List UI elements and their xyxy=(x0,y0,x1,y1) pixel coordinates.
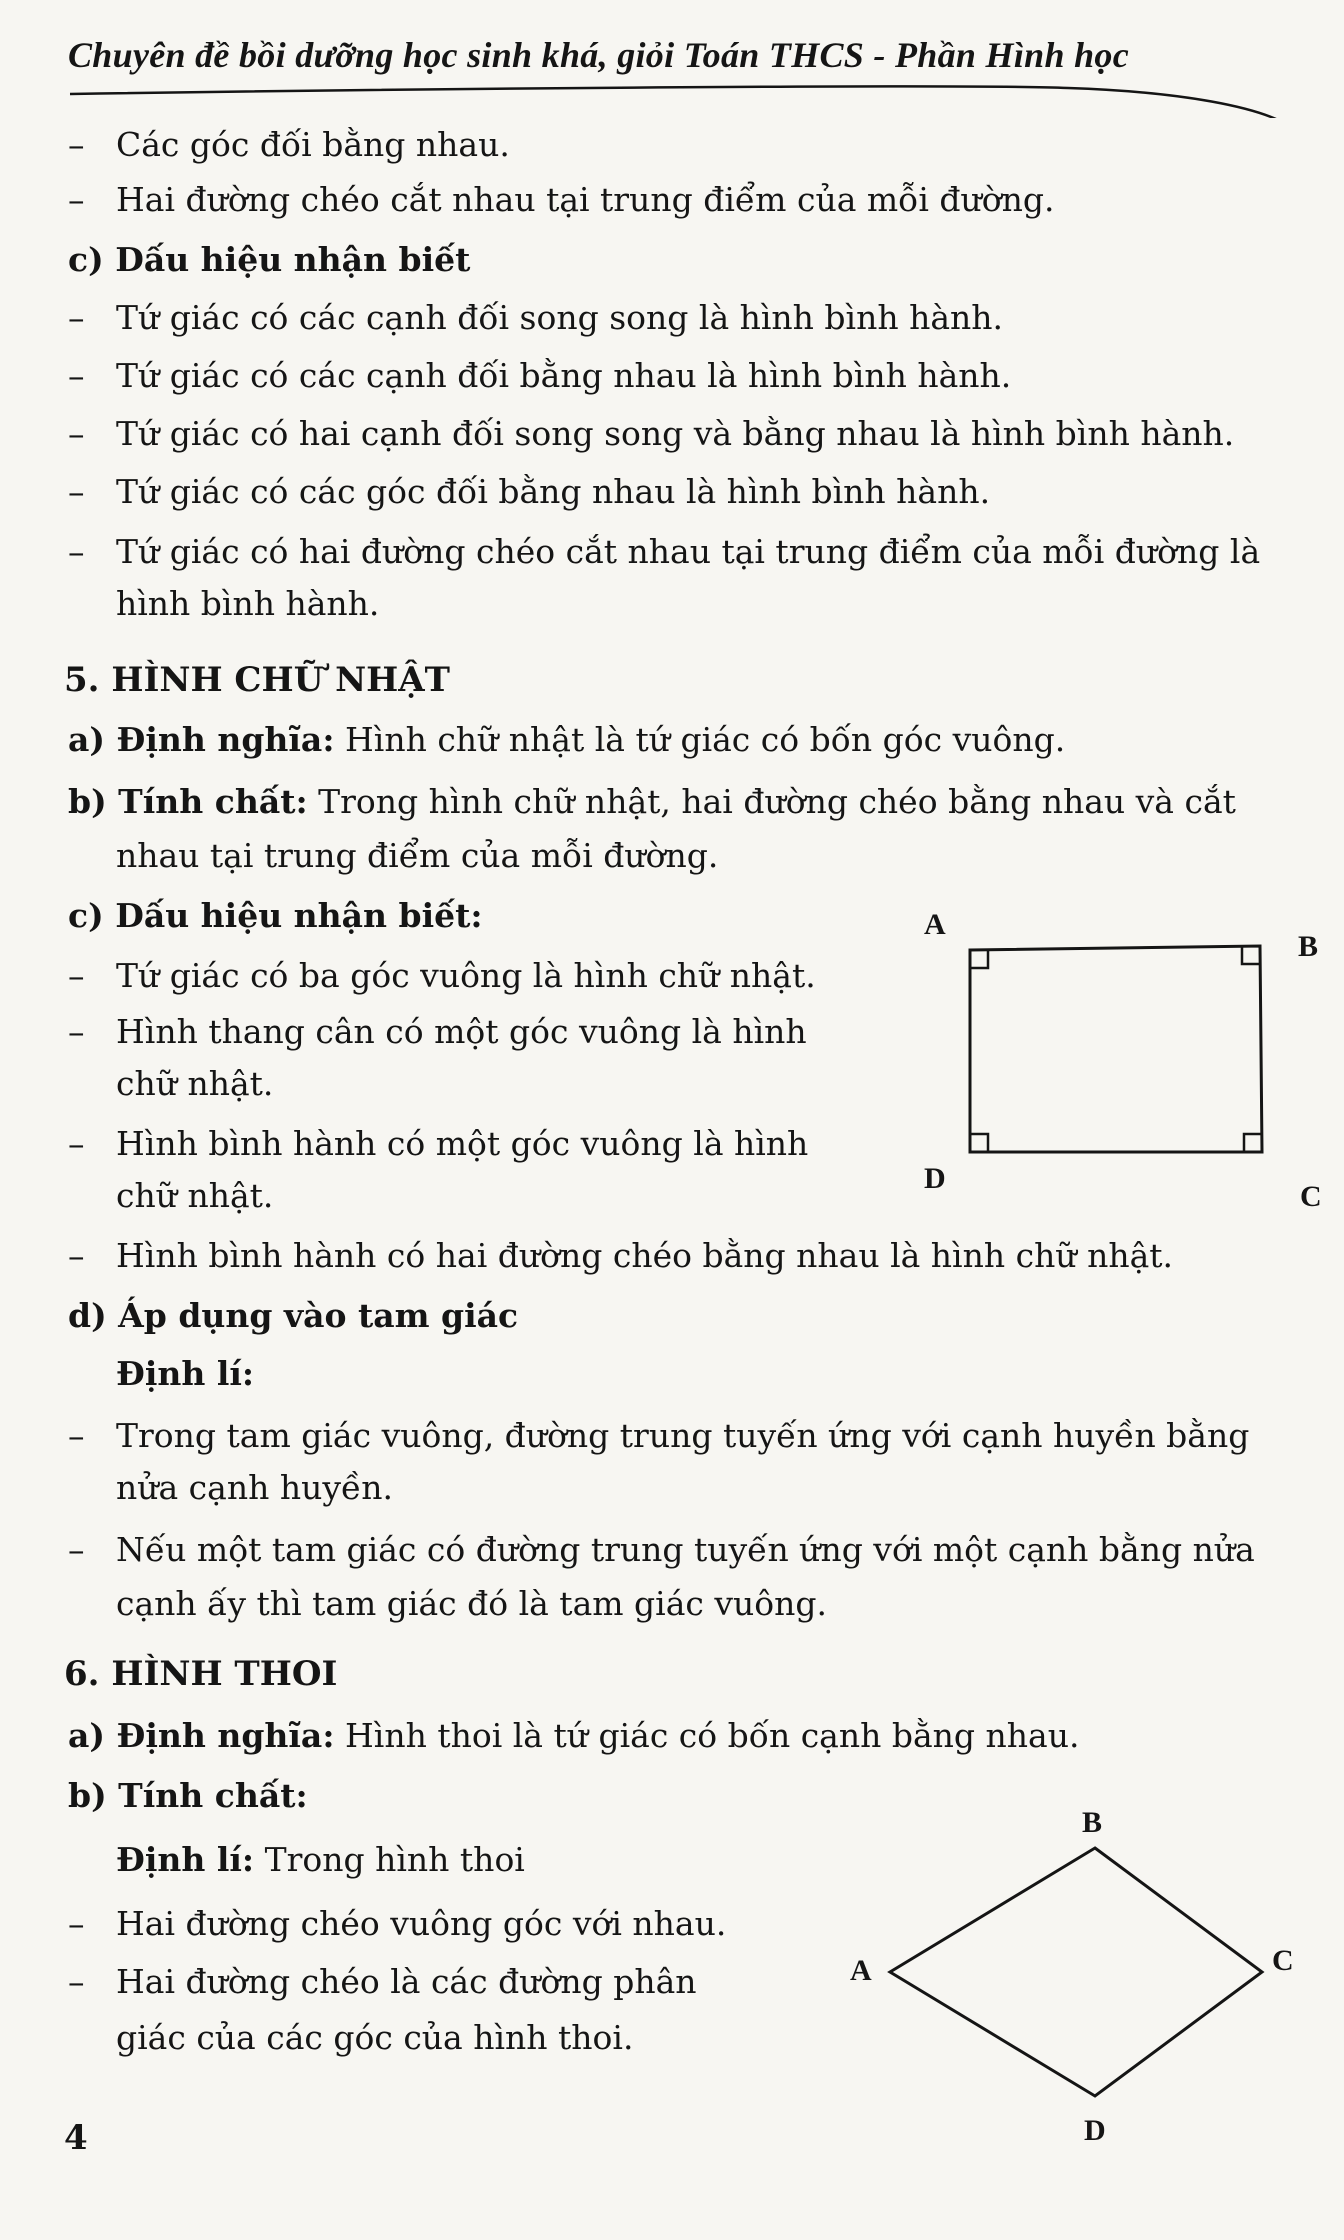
property-line-continued: giác của các góc của hình thoi. xyxy=(116,2018,634,2057)
rectangle-property-continued: nhau tại trung điểm của mỗi đường. xyxy=(116,836,719,875)
definition-text: Hình thoi là tứ giác có bốn cạnh bằng nhau. xyxy=(334,1716,1080,1755)
bullet-dash: – xyxy=(68,1904,85,1943)
page-number: 4 xyxy=(64,2118,88,2158)
rhombus-theorem xyxy=(116,1840,525,1880)
vertex-label-a: A xyxy=(924,908,946,941)
bullet-dash: – xyxy=(68,298,85,337)
vertex-label-b: B xyxy=(1082,1806,1103,1839)
rectangle-figure xyxy=(910,900,1330,1220)
theorem-text: Trong hình thoi xyxy=(254,1840,525,1879)
vertex-label-c: C xyxy=(1300,1180,1322,1213)
right-angle-mark-b xyxy=(1242,946,1260,964)
bullet-dash: – xyxy=(68,180,85,219)
right-angle-mark-d xyxy=(970,1134,988,1152)
rhombus-definition xyxy=(68,1716,1079,1756)
sign-line: Hình bình hành có hai đường chéo bằng nhau là hình chữ nhật. xyxy=(116,1236,1173,1275)
sign-line: Tứ giác có hai cạnh đối song song và bằng nhau là hình bình hành. xyxy=(116,414,1235,453)
bullet-dash: – xyxy=(68,532,85,571)
sign-line: Tứ giác có các cạnh đối song song là hình bình hành. xyxy=(116,298,1004,337)
sign-line: Tứ giác có các cạnh đối bằng nhau là hình bình hành. xyxy=(116,356,1012,395)
property-label: b) Tính chất: xyxy=(68,782,308,821)
sign-line-continued: chữ nhật. xyxy=(116,1064,274,1103)
section-heading-rectangle: 5. HÌNH CHỮ NHẬT xyxy=(64,660,450,700)
sign-line-continued: chữ nhật. xyxy=(116,1176,274,1215)
section-subheading: d) Áp dụng vào tam giác xyxy=(68,1296,519,1335)
definition-text: Hình chữ nhật là tứ giác có bốn góc vuông. xyxy=(334,720,1066,759)
sign-line: Tứ giác có các góc đối bằng nhau là hình bình hành. xyxy=(116,472,991,511)
vertex-label-a: A xyxy=(850,1954,872,1987)
rectangle-definition xyxy=(68,720,1065,760)
bullet-dash: – xyxy=(68,1530,85,1569)
bullet-dash: – xyxy=(68,125,85,164)
bullet-dash: – xyxy=(68,414,85,453)
bullet-dash: – xyxy=(68,356,85,395)
running-header xyxy=(68,28,1288,118)
definition-label: a) Định nghĩa: xyxy=(68,720,335,759)
section-heading-rhombus: 6. HÌNH THOI xyxy=(64,1654,338,1694)
right-angle-mark-a xyxy=(970,950,988,968)
property-line: Hai đường chéo cắt nhau tại trung điểm của mỗi đường. xyxy=(116,180,1055,219)
bullet-dash: – xyxy=(68,1416,85,1455)
vertex-label-d: D xyxy=(924,1162,946,1195)
bullet-dash: – xyxy=(68,1962,85,2001)
theorem-line: Nếu một tam giác có đường trung tuyến ứng với một cạnh bằng nửa xyxy=(116,1530,1255,1569)
bullet-dash: – xyxy=(68,1236,85,1275)
theorem-label: Định lí: xyxy=(116,1840,255,1879)
definition-label: a) Định nghĩa: xyxy=(68,1716,335,1755)
property-text: Trong hình chữ nhật, hai đường chéo bằng nhau và cắt xyxy=(307,782,1236,821)
section-subheading: c) Dấu hiệu nhận biết: xyxy=(68,896,483,935)
sign-line: Hình thang cân có một góc vuông là hình xyxy=(116,1012,807,1051)
theorem-line: Trong tam giác vuông, đường trung tuyến ứng với cạnh huyền bằng xyxy=(116,1416,1250,1455)
section-subheading: c) Dấu hiệu nhận biết xyxy=(68,240,471,279)
header-title: Chuyên đề bồi dưỡng học sinh khá, giỏi Toán THCS - Phần Hình học xyxy=(68,35,1130,75)
sign-line-continued: hình bình hành. xyxy=(116,584,380,623)
property-line: Các góc đối bằng nhau. xyxy=(116,125,510,164)
bullet-dash: – xyxy=(68,956,85,995)
bullet-dash: – xyxy=(68,1124,85,1163)
rectangle-property xyxy=(68,782,1236,822)
right-angle-mark-c xyxy=(1244,1134,1262,1152)
sign-line: Tứ giác có hai đường chéo cắt nhau tại trung điểm của mỗi đường là xyxy=(116,532,1261,571)
section-subheading: b) Tính chất: xyxy=(68,1776,308,1815)
vertex-label-c: C xyxy=(1272,1944,1294,1977)
theorem-line-continued: cạnh ấy thì tam giác đó là tam giác vuông. xyxy=(116,1584,827,1623)
vertex-label-b: B xyxy=(1298,930,1319,963)
bullet-dash: – xyxy=(68,472,85,511)
bullet-dash: – xyxy=(68,1012,85,1051)
theorem-line-continued: nửa cạnh huyền. xyxy=(116,1468,394,1507)
sign-line: Hình bình hành có một góc vuông là hình xyxy=(116,1124,809,1163)
rhombus-figure xyxy=(850,1800,1330,2200)
rhombus-outline xyxy=(890,1848,1262,2096)
property-line: Hai đường chéo vuông góc với nhau. xyxy=(116,1904,727,1943)
vertex-label-d: D xyxy=(1084,2114,1106,2147)
theorem-label: Định lí: xyxy=(116,1354,255,1393)
rectangle-outline xyxy=(970,946,1262,1152)
sign-line: Tứ giác có ba góc vuông là hình chữ nhật. xyxy=(116,956,816,995)
property-line: Hai đường chéo là các đường phân xyxy=(116,1962,697,2001)
